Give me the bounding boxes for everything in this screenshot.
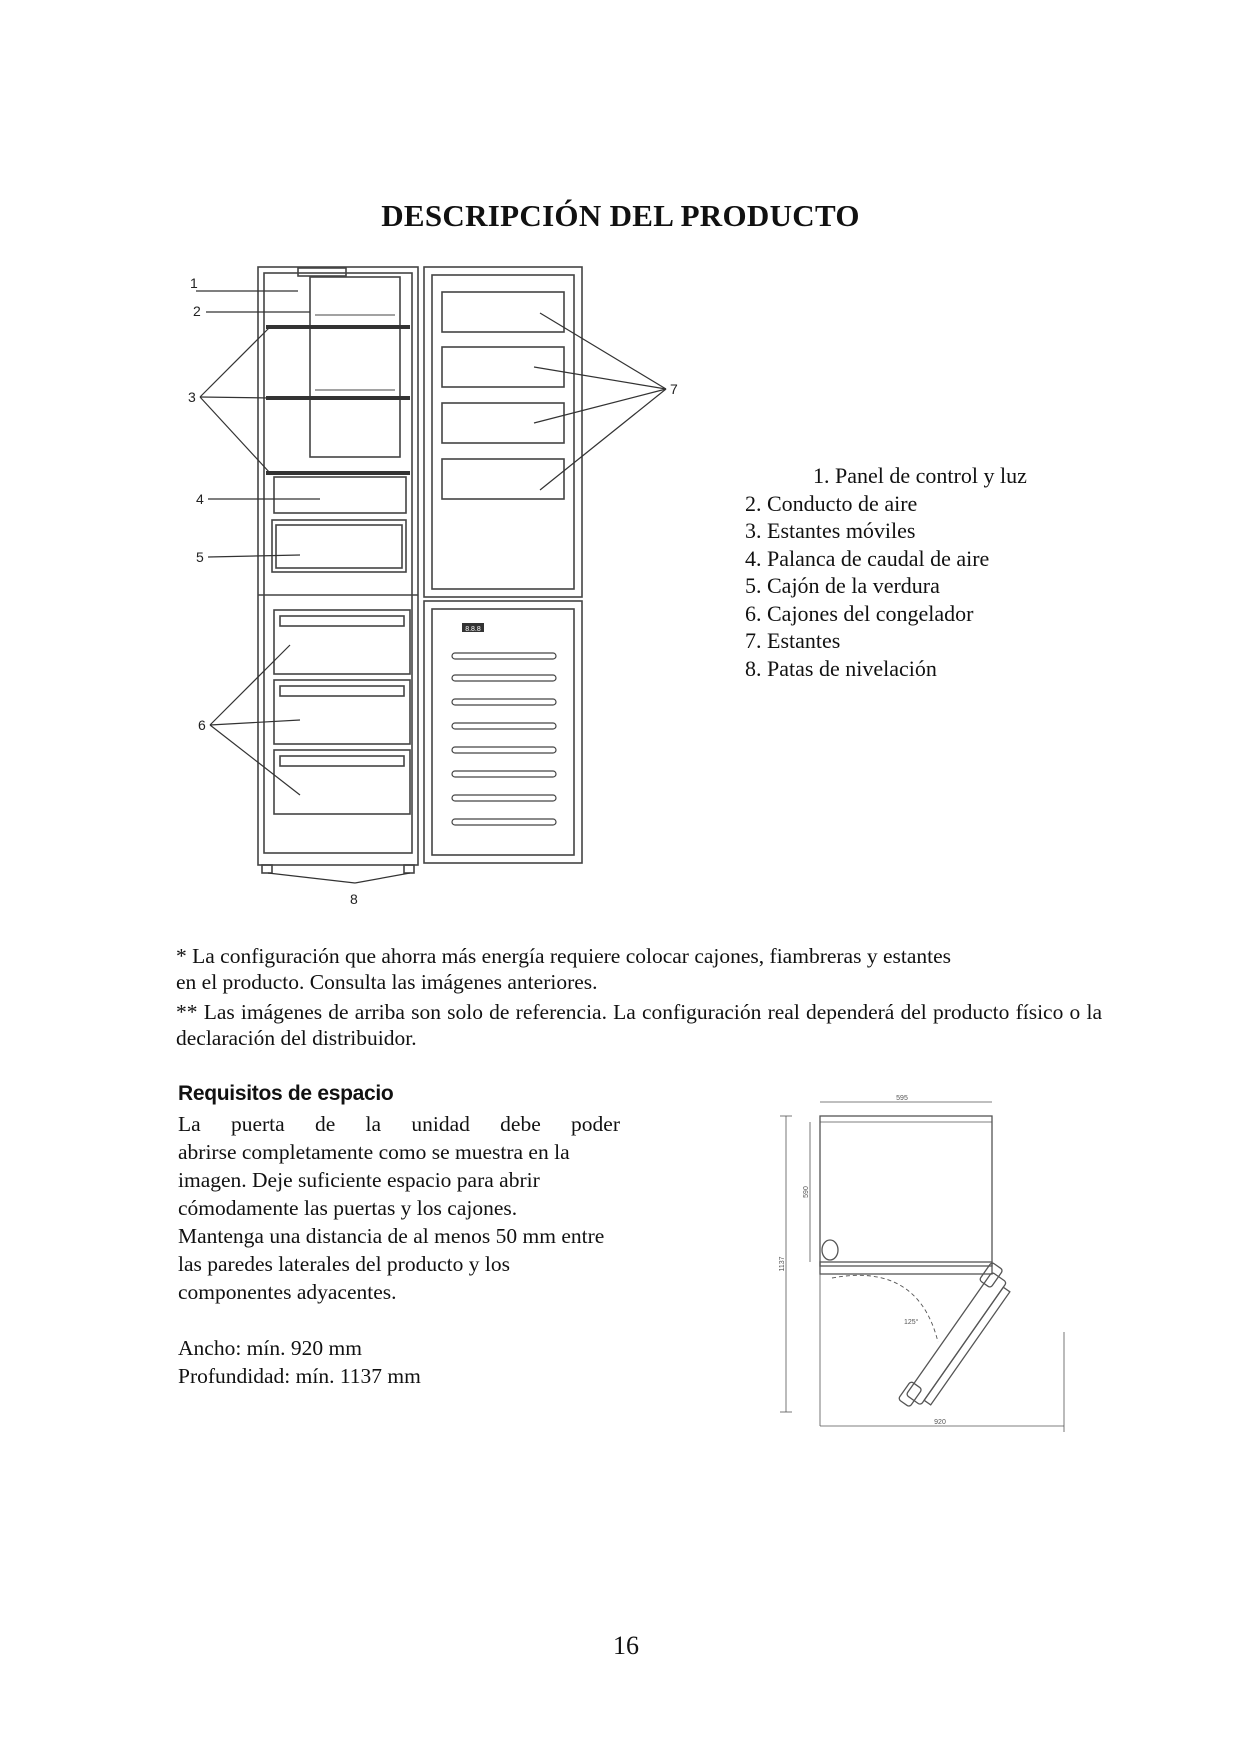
word: debe: [500, 1112, 541, 1136]
space-body: [178, 1110, 670, 1390]
word: puerta: [230, 1112, 285, 1136]
word: poder: [571, 1112, 620, 1136]
dim-inner: 590: [803, 1186, 810, 1198]
callout-3: 3: [188, 389, 196, 405]
space-line: las paredes laterales del producto y los: [178, 1252, 510, 1276]
dim-left: 1137: [779, 1256, 786, 1272]
callout-1: 1: [190, 275, 198, 291]
note-energy-line2: en el producto. Consulta las imágenes anteriores.: [176, 970, 598, 994]
display-label: 8.8.8: [465, 626, 481, 633]
callout-7: 7: [670, 381, 678, 397]
legend-item: 2. Conducto de aire: [745, 490, 918, 516]
legend-item: 6. Cajones del congelador: [745, 600, 974, 626]
dim-angle: 125°: [904, 1319, 919, 1326]
note-energy-line1: * La configuración que ahorra más energía requiere colocar cajones, fiambreras y estantes: [176, 944, 952, 968]
space-line: imagen. Deje suficiente espacio para abrir: [178, 1168, 540, 1192]
dim-top: 595: [896, 1095, 908, 1102]
page-number: 16: [613, 1631, 639, 1660]
width-requirement: Ancho: mín. 920 mm: [178, 1336, 362, 1360]
legend-list: [745, 462, 1027, 682]
callout-4: 4: [196, 491, 204, 507]
space-line: [178, 1110, 620, 1138]
space-line: abrirse completamente como se muestra en la: [178, 1140, 570, 1164]
callout-5: 5: [196, 549, 204, 565]
legend-item: 8. Patas de nivelación: [745, 655, 937, 681]
legend-item: 7. Estantes: [745, 628, 841, 653]
legend-item: 4. Palanca de caudal de aire: [745, 545, 990, 571]
legend-item: 3. Estantes móviles: [745, 518, 916, 543]
fridge-diagram: [180, 255, 700, 925]
word: unidad: [411, 1112, 470, 1136]
depth-requirement: Profundidad: mín. 1137 mm: [178, 1364, 421, 1388]
callout-6: 6: [198, 717, 206, 733]
word: de: [314, 1112, 336, 1136]
note-reference: ** Las imágenes de arriba son solo de referencia. La configuración real dependerá del producto físico o la declaración del distribuidor.: [176, 1000, 1102, 1050]
clearance-diagram: [778, 1092, 1088, 1437]
space-line: Mantenga una distancia de al menos 50 mm entre: [178, 1224, 605, 1248]
callout-8: 8: [350, 891, 358, 907]
page-title: DESCRIPCIÓN DEL PRODUCTO: [381, 198, 860, 233]
word: La: [178, 1112, 201, 1136]
space-line: componentes adyacentes.: [178, 1280, 397, 1304]
word: la: [365, 1112, 382, 1136]
legend-item: 1. Panel de control y luz: [813, 463, 1027, 488]
space-heading: Requisitos de espacio: [178, 1082, 394, 1105]
legend-item: 5. Cajón de la verdura: [745, 573, 940, 598]
space-line: cómodamente las puertas y los cajones.: [178, 1196, 518, 1220]
callout-2: 2: [193, 303, 201, 319]
notes-section: [176, 943, 1102, 1051]
dim-bottom: 920: [934, 1419, 946, 1426]
